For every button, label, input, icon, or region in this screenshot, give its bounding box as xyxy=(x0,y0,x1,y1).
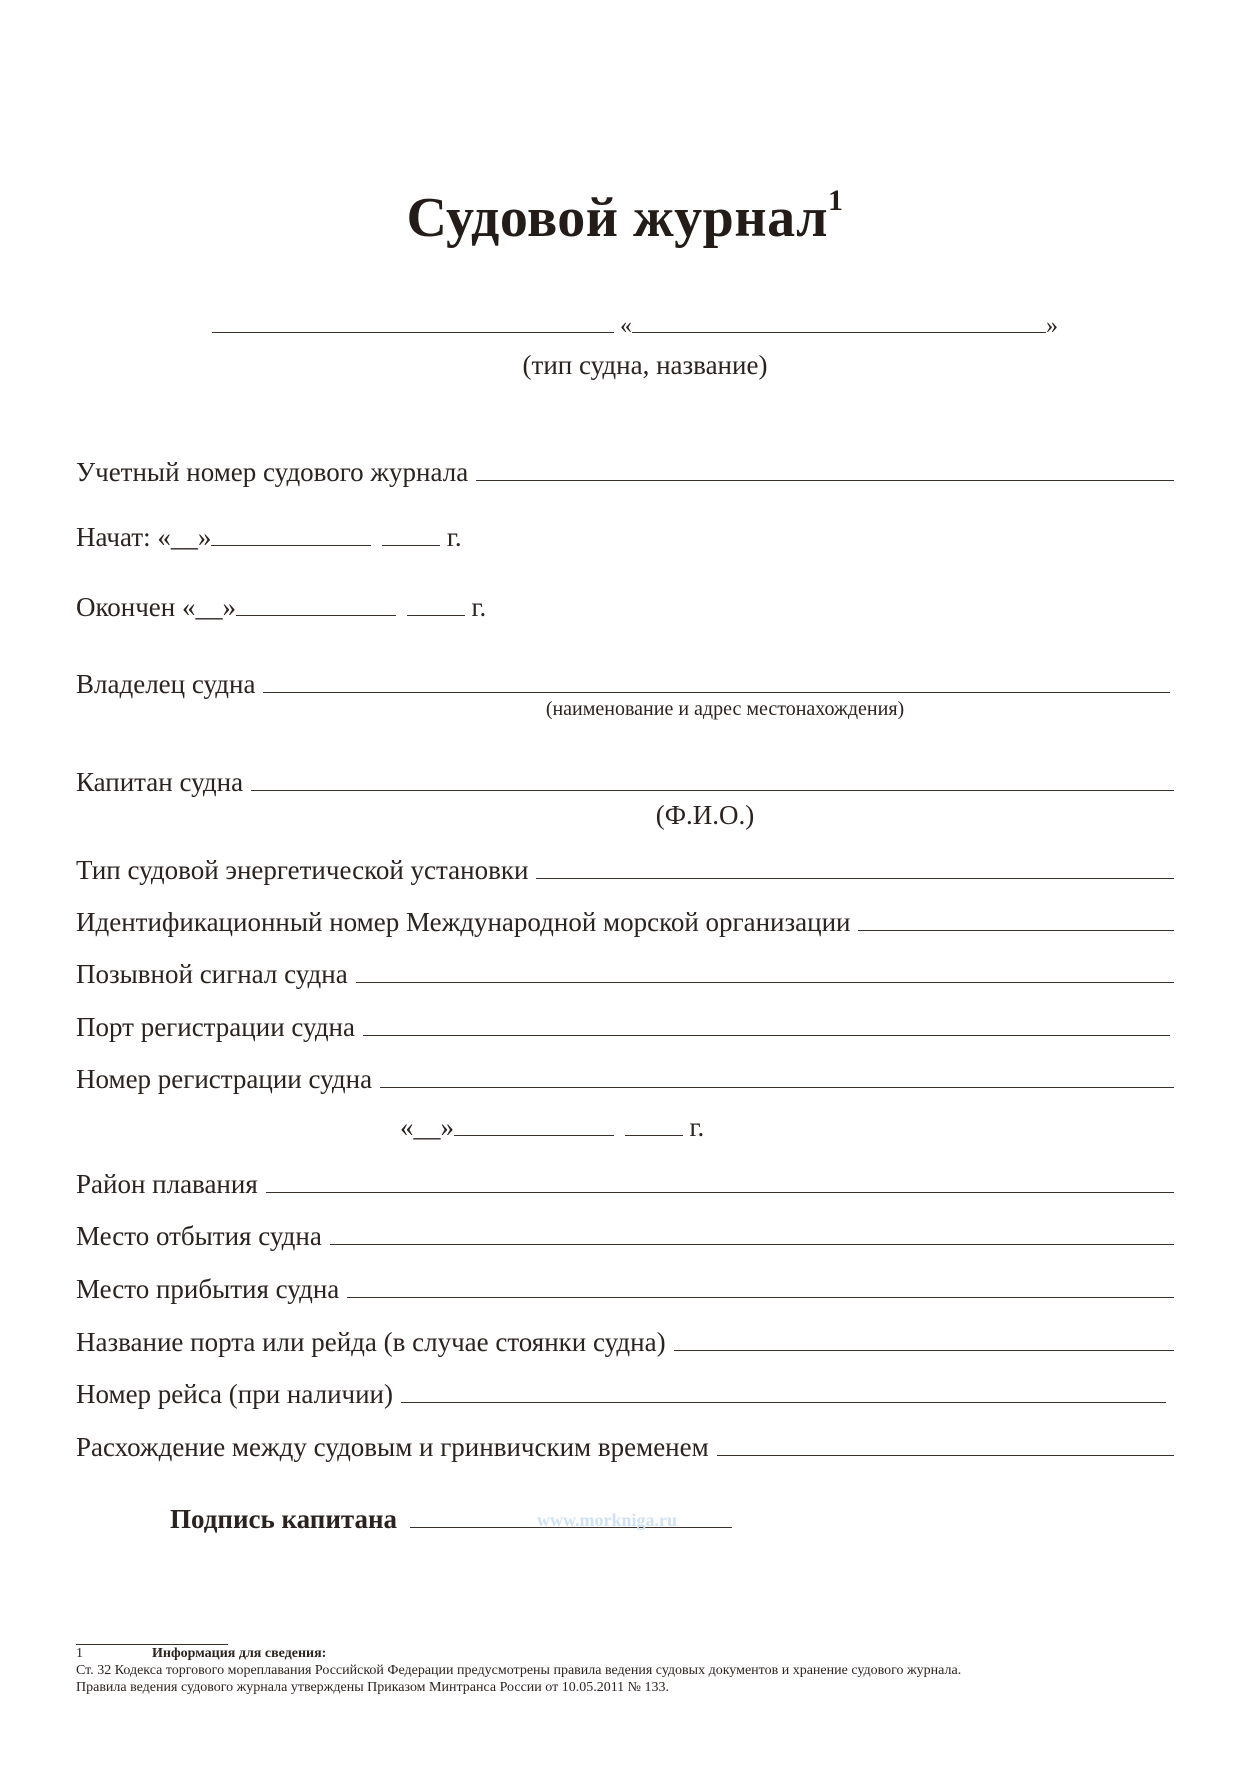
imo-number-blank[interactable] xyxy=(858,930,1174,931)
captain-hint: (Ф.И.О.) xyxy=(655,800,755,830)
time-difference-label: Расхождение между судовым и гринвичским временем xyxy=(76,1432,709,1462)
started-year-suffix: г. xyxy=(446,522,462,552)
departure-blank[interactable] xyxy=(330,1244,1174,1245)
registration-number-blank[interactable] xyxy=(380,1087,1174,1088)
time-difference-blank[interactable] xyxy=(717,1455,1174,1456)
ended-year-suffix: г. xyxy=(471,592,487,622)
voyage-number-field xyxy=(76,1370,1166,1410)
started-label: Начат: «__» xyxy=(76,522,212,552)
port-registry-label: Порт регистрации судна xyxy=(76,1012,355,1042)
started-year-blank[interactable] xyxy=(382,523,440,546)
log-number-field xyxy=(76,448,1174,488)
call-sign-field xyxy=(76,950,1174,990)
signature-label: Подпись капитана xyxy=(170,1504,398,1534)
captain-label: Капитан судна xyxy=(76,767,244,797)
port-registry-field xyxy=(76,1003,1170,1043)
ended-label: Окончен «__» xyxy=(76,592,236,622)
navigation-area-field xyxy=(76,1160,1174,1200)
footnote-heading: Информация для сведения: xyxy=(152,1646,327,1661)
vessel-type-hint: (тип судна, название) xyxy=(522,350,768,380)
arrival-blank[interactable] xyxy=(347,1297,1174,1298)
registration-number-field xyxy=(76,1055,1174,1095)
footnote-number: 1 xyxy=(76,1646,83,1661)
power-plant-blank[interactable] xyxy=(536,878,1174,879)
arrival-label: Место прибытия судна xyxy=(76,1274,340,1304)
owner-field xyxy=(76,660,1170,700)
voyage-number-label: Номер рейса (при наличии) xyxy=(76,1379,393,1409)
vessel-type-blank[interactable] xyxy=(212,310,614,333)
navigation-area-blank[interactable] xyxy=(266,1192,1174,1193)
power-plant-label: Тип судовой энергетической установки xyxy=(76,855,529,885)
quote-close: » xyxy=(1046,313,1058,339)
footnote-line-2: Правила ведения судового журнала утверждены Приказом Минтранса России от 10.05.2011 № 133. xyxy=(76,1680,670,1695)
document-title xyxy=(0,186,1250,250)
call-sign-label: Позывной сигнал судна xyxy=(76,959,348,989)
registration-year-blank[interactable] xyxy=(625,1113,683,1136)
ended-date xyxy=(76,592,486,623)
owner-label: Владелец судна xyxy=(76,669,256,699)
port-roadstead-blank[interactable] xyxy=(674,1350,1174,1351)
registration-month-blank[interactable] xyxy=(454,1113,614,1136)
arrival-field xyxy=(76,1265,1174,1305)
registration-date xyxy=(400,1112,704,1143)
departure-field xyxy=(76,1212,1174,1252)
departure-label: Место отбытия судна xyxy=(76,1221,322,1251)
title-text: Судовой журнал xyxy=(406,187,828,249)
owner-hint: (наименование и адрес местонахождения) xyxy=(545,698,905,720)
vessel-type-name-line xyxy=(212,310,1058,340)
navigation-area-label: Район плавания xyxy=(76,1169,258,1199)
captain-blank[interactable] xyxy=(251,790,1174,791)
registration-date-label: «__» xyxy=(400,1112,454,1142)
footnote-heading-line xyxy=(76,1645,326,1662)
ended-month-blank[interactable] xyxy=(236,593,396,616)
call-sign-blank[interactable] xyxy=(356,982,1174,983)
log-number-blank[interactable] xyxy=(476,480,1174,481)
started-date xyxy=(76,522,462,553)
time-difference-field xyxy=(76,1423,1174,1463)
imo-number-label: Идентификационный номер Международной морской организации xyxy=(76,907,851,937)
imo-number-field xyxy=(76,898,1174,938)
footnote-line-1: Ст. 32 Кодекса торгового мореплавания Российской Федерации предусмотрены правила ведения судовых документов и хранение судового журнала. xyxy=(76,1663,962,1678)
registration-year-suffix: г. xyxy=(689,1112,705,1142)
port-registry-blank[interactable] xyxy=(363,1035,1170,1036)
port-roadstead-label: Название порта или рейда (в случае стоянки судна) xyxy=(76,1327,666,1357)
voyage-number-blank[interactable] xyxy=(401,1402,1166,1403)
quote-open: « xyxy=(620,313,632,339)
footnote-reference: 1 xyxy=(828,184,844,218)
owner-blank[interactable] xyxy=(263,692,1170,693)
captain-field xyxy=(76,758,1174,798)
registration-number-label: Номер регистрации судна xyxy=(76,1064,373,1094)
started-month-blank[interactable] xyxy=(211,523,371,546)
log-number-label: Учетный номер судового журнала xyxy=(76,457,469,487)
power-plant-field xyxy=(76,846,1174,886)
vessel-name-blank[interactable] xyxy=(632,310,1046,333)
ended-year-blank[interactable] xyxy=(407,593,465,616)
port-roadstead-field xyxy=(76,1318,1174,1358)
watermark: www.morkniga.ru xyxy=(537,1510,678,1530)
